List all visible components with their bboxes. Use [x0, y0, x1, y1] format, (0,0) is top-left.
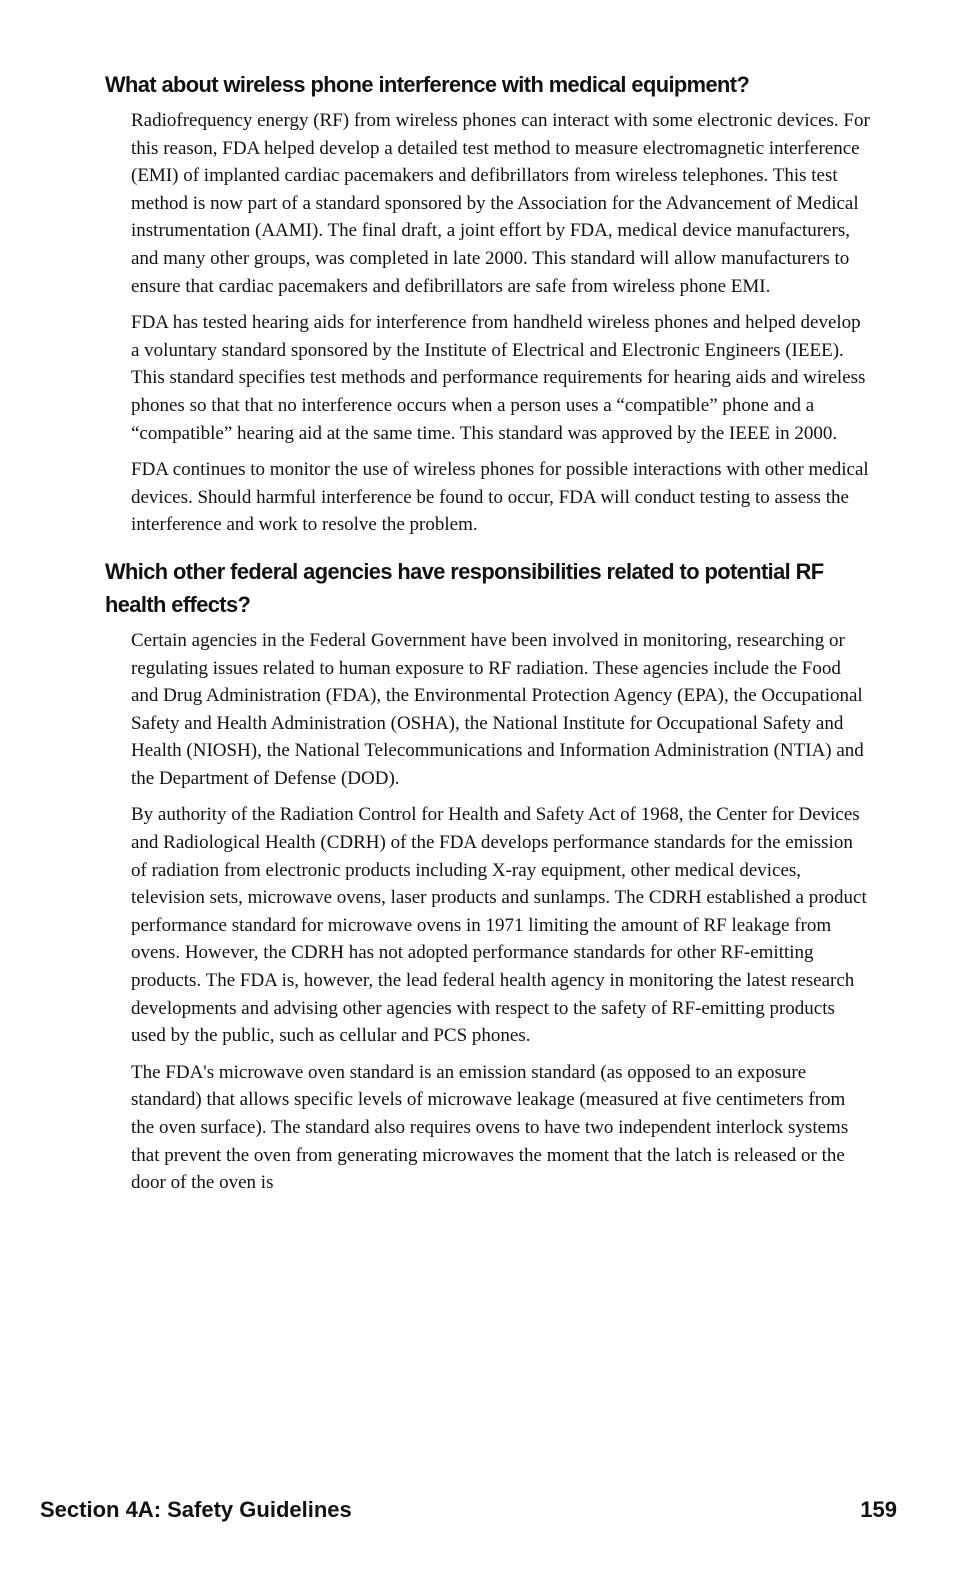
- section-heading-federal-agencies: Which other federal agencies have responsibilities related to potential RF health effects?: [105, 558, 824, 617]
- page-number: 159: [860, 1497, 897, 1522]
- footer-section-title: Section 4A: Safety Guidelines: [40, 1497, 352, 1522]
- paragraph-microwave-standard: The FDA's microwave oven standard is an emission standard (as opposed to an exposure standard) that allows specific levels of microwave leakage (measured at five centimeters from the oven surface). The standard also requires ovens to have two independent interlock systems that prevent the oven from generating microwaves the moment that the latch is released or the door of the oven is: [131, 1061, 849, 1194]
- page-footer: [40, 1492, 897, 1528]
- paragraph-cdrh-authority: By authority of the Radiation Control for Health and Safety Act of 1968, the Center for Devices and Radiological Health (CDRH) of the FDA develops performance standards for the emission of radiation from electronic products including X-ray equipment, other medical devices, television sets, microwave ovens, laser products and sunlamps. The CDRH established a product performance standard for microwave ovens in 1971 limiting the amount of RF leakage from ovens. However, the CDRH has not adopted performance standards for other RF-emitting products. The FDA is, however, the lead federal health agency in monitoring the latest research developments and advising other agencies with respect to the safety of RF-emitting products used by the public, such as cellular and PCS phones.: [131, 804, 867, 1047]
- page-content: [105, 68, 875, 1206]
- paragraph-agencies-list: Certain agencies in the Federal Government have been involved in monitoring, researching or regulating issues related to human exposure to RF radiation. These agencies include the Food and Drug Administration (FDA), the Environmental Protection Agency (EPA), the Occupational Safety and Health Administration (OSHA), the National Institute for Occupational Safety and Health (NIOSH), the National Telecommunications and Information Administration (NTIA) and the Department of Defense (DOD).: [131, 629, 864, 789]
- paragraph-fda-monitoring: FDA continues to monitor the use of wireless phones for possible interactions with other medical devices. Should harmful interference be found to occur, FDA will conduct testing to assess the interference and work to resolve the problem.: [131, 459, 869, 536]
- section-heading-medical-interference: What about wireless phone interference with medical equipment?: [105, 72, 750, 97]
- paragraph-rf-emi-pacemakers: Radiofrequency energy (RF) from wireless phones can interact with some electronic devices. For this reason, FDA helped develop a detailed test method to measure electromagnetic interference (EMI) of implanted cardiac pacemakers and defibrillators from wireless telephones. This test method is now part of a standard sponsored by the Association for the Advancement of Medical instrumentation (AAMI). The final draft, a joint effort by FDA, medical device manufacturers, and many other groups, was completed in late 2000. This standard will allow manufacturers to ensure that cardiac pacemakers and defibrillators are safe from wireless phone EMI.: [131, 110, 870, 297]
- paragraph-hearing-aids: FDA has tested hearing aids for interference from handheld wireless phones and helped develop a voluntary standard sponsored by the Institute of Electrical and Electronic Engineers (IEEE). This standard specifies test methods and performance requirements for hearing aids and wireless phones so that that no interference occurs when a person uses a “compatible” phone and a “compatible” hearing aid at the same time. This standard was approved by the IEEE in 2000.: [131, 312, 866, 444]
